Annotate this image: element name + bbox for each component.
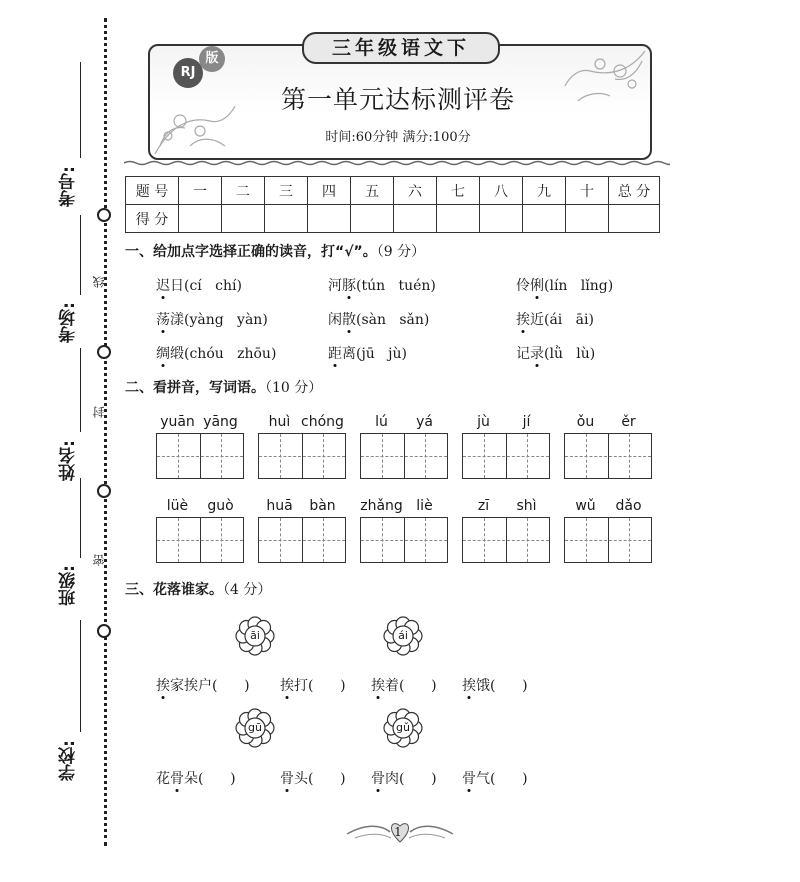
class-label: 班级:: [59, 565, 79, 606]
q3-item-dotted-char: 挨: [156, 678, 170, 694]
q3-item-post: 肉( ): [385, 771, 437, 787]
pinyin-label: yá: [416, 414, 433, 430]
q1-item-pre: 记: [516, 346, 530, 362]
pinyin-label: wǔ: [575, 498, 596, 514]
writing-grid[interactable]: [564, 433, 652, 479]
score-row-label: 得 分: [126, 205, 179, 233]
binding-hole-2: [97, 345, 111, 359]
q3-title: [125, 579, 271, 599]
pinyin-label: jù: [477, 414, 490, 430]
writing-grid[interactable]: [360, 433, 448, 479]
score-cell[interactable]: [351, 205, 394, 233]
pinyin-label: zhǎng: [360, 498, 403, 514]
score-cell[interactable]: [523, 205, 566, 233]
binding-dotted-line: [104, 18, 107, 846]
q1-item-dotted-char: 距: [328, 346, 342, 362]
writing-grid[interactable]: [156, 433, 244, 479]
pinyin-label: lú: [375, 414, 388, 430]
exam-info: 时间:60分钟 满分:100分: [325, 130, 471, 145]
q1-item-pre: 伶: [516, 278, 530, 294]
writing-grid[interactable]: [462, 517, 550, 563]
flower-pinyin: gǔ: [396, 721, 410, 734]
score-header-cell: 八: [480, 177, 523, 205]
score-header-cell: 七: [437, 177, 480, 205]
q1-item-post: (sàn sǎn): [356, 312, 430, 328]
q3-item-post: 打( ): [294, 678, 346, 694]
q3-item[interactable]: [280, 768, 346, 788]
q3-title-text: 三、花落谁家。: [125, 582, 223, 598]
pinyin-label: jí: [522, 414, 531, 430]
cut-mark-seal: 封: [92, 406, 106, 418]
q3-item[interactable]: [280, 675, 346, 695]
q3-item-post: 饿( ): [476, 678, 528, 694]
pinyin-label: zī: [477, 498, 490, 514]
exam-room-label: 考场:: [59, 302, 79, 343]
score-cell[interactable]: [265, 205, 308, 233]
exam-number-label: 考号:: [59, 166, 79, 207]
score-header-cell: 四: [308, 177, 351, 205]
pinyin-label: yuān: [160, 414, 195, 430]
pinyin-label: lüè: [166, 498, 189, 514]
q1-title-text: 一、给加点字选择正确的读音，打“√”。: [125, 244, 377, 260]
q1-item-dotted-char: 散: [342, 312, 356, 328]
flower-pinyin: ái: [398, 629, 408, 642]
pinyin-label: yāng: [203, 414, 238, 430]
binding-hole-1: [97, 208, 111, 222]
q1-item[interactable]: [156, 343, 276, 363]
school-label: 学校:: [59, 740, 79, 781]
pinyin-label: ěr: [621, 414, 636, 430]
q2-title-text: 二、看拼音，写词语。: [125, 380, 265, 396]
q3-item[interactable]: [156, 675, 250, 695]
q1-item[interactable]: [328, 275, 436, 295]
writing-grid[interactable]: [258, 433, 346, 479]
q1-item-dotted-char: 俐: [530, 278, 544, 294]
q2-title: [125, 377, 322, 397]
pinyin-label: shì: [516, 498, 537, 514]
q3-item-post: 气( ): [476, 771, 528, 787]
q1-item-dotted-char: 挨: [516, 312, 530, 328]
pinyin-label: ǒu: [576, 414, 595, 430]
q3-item-post: 家挨户( ): [170, 678, 250, 694]
q1-item-post: (lǜ lù): [544, 346, 596, 362]
score-cell[interactable]: [394, 205, 437, 233]
q3-item[interactable]: [371, 675, 437, 695]
pinyin-label: huā: [266, 498, 293, 514]
q3-item-pre: 花: [156, 771, 170, 787]
q1-item-dotted-char: 录: [530, 346, 544, 362]
q1-item-post: 离(jū jù): [342, 346, 407, 362]
q1-item-post: 日(cí chí): [170, 278, 242, 294]
q1-item-post: (tún tuén): [356, 278, 436, 294]
flower-pinyin: āi: [250, 629, 260, 642]
q1-item-pre: 河: [328, 278, 342, 294]
q3-item-dotted-char: 挨: [280, 678, 294, 694]
q1-item[interactable]: [516, 309, 594, 329]
school-line[interactable]: [80, 620, 81, 732]
q3-item[interactable]: [371, 768, 437, 788]
cut-mark-secret: 密: [92, 554, 106, 566]
pinyin-label: liè: [416, 498, 433, 514]
exam-number-line[interactable]: [80, 62, 81, 158]
score-cell[interactable]: [566, 205, 609, 233]
score-total-cell[interactable]: [609, 205, 660, 233]
class-line[interactable]: [80, 478, 81, 558]
q1-item[interactable]: [328, 309, 429, 329]
writing-grid[interactable]: [360, 517, 448, 563]
page-title: 第一单元达标测评卷: [280, 85, 515, 114]
q3-item-dotted-char: 骨: [371, 771, 385, 787]
score-cell[interactable]: [179, 205, 222, 233]
score-header-cell: 六: [394, 177, 437, 205]
pinyin-label: huì: [268, 414, 291, 430]
q3-item-dotted-char: 挨: [371, 678, 385, 694]
q1-item-dotted-char: 绸: [156, 346, 170, 362]
flower-pinyin: gū: [248, 721, 262, 734]
q3-item-dotted-char: 骨: [170, 771, 184, 787]
score-header-total: 总 分: [609, 177, 660, 205]
binding-hole-3: [97, 484, 111, 498]
q1-item[interactable]: [156, 309, 268, 329]
q1-item-pre: 闲: [328, 312, 342, 328]
q1-item[interactable]: [156, 275, 242, 295]
pinyin-label: guò: [207, 498, 234, 514]
score-header-cell: 一: [179, 177, 222, 205]
q3-item-dotted-char: 挨: [462, 678, 476, 694]
q1-points: （9 分）: [376, 244, 426, 260]
score-header-label: 题 号: [126, 177, 179, 205]
pinyin-label: dǎo: [615, 498, 642, 514]
binding-hole-4: [97, 624, 111, 638]
q1-item-post: (lín lǐng): [544, 278, 614, 294]
score-header-cell: 九: [523, 177, 566, 205]
q3-item-dotted-char: 骨: [280, 771, 294, 787]
q1-item[interactable]: [328, 343, 407, 363]
writing-grid[interactable]: [462, 433, 550, 479]
name-line[interactable]: [80, 348, 81, 432]
q1-item-post: 漾(yàng yàn): [170, 312, 268, 328]
page-number: 1: [394, 825, 402, 839]
writing-grid[interactable]: [564, 517, 652, 563]
header-divider: [124, 160, 670, 166]
name-label: 姓名:: [59, 440, 79, 481]
pinyin-label: chóng: [301, 414, 344, 430]
score-cell[interactable]: [480, 205, 523, 233]
q2-points: （10 分）: [265, 380, 323, 396]
score-header-cell: 十: [566, 177, 609, 205]
q1-item[interactable]: [516, 275, 613, 295]
score-header-cell: 二: [222, 177, 265, 205]
score-cell[interactable]: [308, 205, 351, 233]
q1-item-dotted-char: 荡: [156, 312, 170, 328]
q3-item-dotted-char: 骨: [462, 771, 476, 787]
pinyin-label: bàn: [309, 498, 336, 514]
grade-ribbon: 三年级语文下: [302, 32, 500, 64]
score-table: [125, 176, 660, 233]
q3-points: （4 分）: [223, 582, 272, 598]
q3-item-post: 头( ): [294, 771, 346, 787]
q1-item-dotted-char: 迟: [156, 278, 170, 294]
q1-title: [125, 241, 425, 261]
q1-item[interactable]: [516, 343, 595, 363]
score-header-cell: 五: [351, 177, 394, 205]
q3-item-post: 着( ): [385, 678, 437, 694]
exam-room-line[interactable]: [80, 215, 81, 295]
q1-item-post: 近(ái āi): [530, 312, 594, 328]
q3-item-post: 朵( ): [184, 771, 236, 787]
writing-grid[interactable]: [156, 517, 244, 563]
writing-grid[interactable]: [258, 517, 346, 563]
score-cell[interactable]: [437, 205, 480, 233]
q3-item[interactable]: [156, 768, 236, 788]
q1-item-post: 缎(chóu zhōu): [170, 346, 277, 362]
score-header-cell: 三: [265, 177, 308, 205]
score-cell[interactable]: [222, 205, 265, 233]
q3-item[interactable]: [462, 675, 528, 695]
cut-mark-line: 线: [92, 276, 106, 288]
q1-item-dotted-char: 豚: [342, 278, 356, 294]
edition-badge: RJ: [173, 58, 203, 88]
edition-badge-ban: 版: [199, 46, 225, 72]
q3-item[interactable]: [462, 768, 528, 788]
